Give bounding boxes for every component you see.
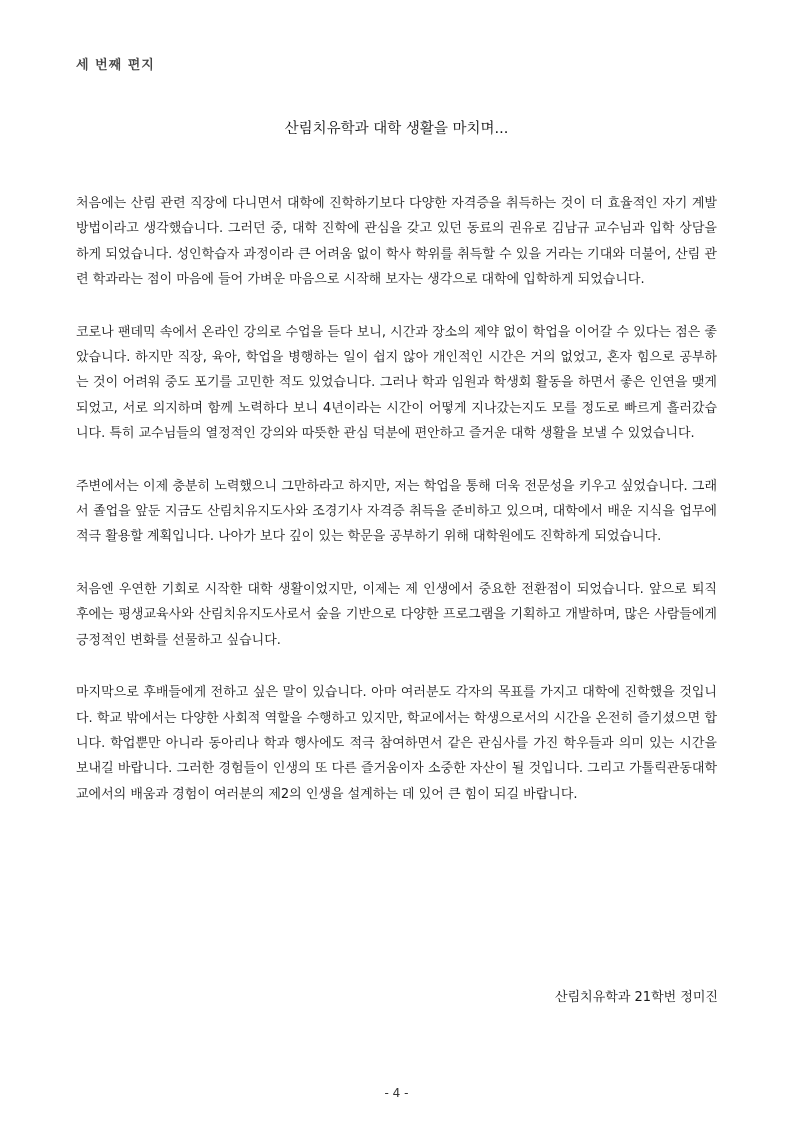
paragraph: 주변에서는 이제 충분히 노력했으니 그만하라고 하지만, 저는 학업을 통해 더욱 전문성을 키우고 싶었습니다. 그래서 졸업을 앞둔 지금도 산림치유지도사와 조경기사 자격증 취득을 준비하고 있으며, 대학에서 배운 지식을 업무에 적극 활용할 계획입니다. 나아가 보다 깊이 있는 학문을 공부하기 위해 대학원에도 진학하게 되었습니다. — [76, 478, 717, 545]
paragraph: 코로나 팬데믹 속에서 온라인 강의로 수업을 듣다 보니, 시간과 장소의 제약 없이 학업을 이어갈 수 있다는 점은 좋았습니다. 하지만 직장, 육아, 학업을 병행하는 일이 쉽지 않아 개인적인 시간은 거의 없었고, 혼자 힘으로 공부하는 것이 어려워 중도 포기를 고민한 적도 있었습니다. 그러나 학과 임원과 학생회 활동을 하면서 좋은 인연을 맺게 되었고, 서로 의지하며 함께 노력하다 보니 4년이라는 시간이 어떻게 지나갔는지도 모를 정도로 빠르게 흘러갔습니다. 특히 교수님들의 열정적인 강의와 따뜻한 관심 덕분에 편안하고 즐거운 대학 생활을 보낼 수 있었습니다. — [76, 324, 717, 442]
section-label: 세 번째 편지 — [76, 58, 155, 73]
letter-body — [76, 191, 717, 834]
letter-title: 산림치유학과 대학 생활을 마치며... — [284, 121, 509, 137]
page-number: - 4 - — [384, 1086, 409, 1100]
paragraph: 마지막으로 후배들에게 전하고 싶은 말이 있습니다. 아마 여러분도 각자의 목표를 가지고 대학에 진학했을 것입니다. 학교 밖에서는 다양한 사회적 역할을 수행하고 있지만, 학교에서는 학생으로서의 시간을 온전히 즐기셨으면 합니다. 학업뿐만 아니라 동아리나 학과 행사에도 적극 참여하면서 같은 관심사를 가진 학우들과 의미 있는 시간을 보내길 바랍니다. 그러한 경험들이 인생의 또 다른 즐거움이자 소중한 자산이 될 것입니다. 그리고 가톨릭관동대학교에서의 배움과 경험이 여러분의 제2의 인생을 설계하는 데 있어 큰 힘이 되길 바랍니다. — [76, 685, 717, 802]
paragraph: 처음엔 우연한 기회로 시작한 대학 생활이었지만, 이제는 제 인생에서 중요한 전환점이 되었습니다. 앞으로 퇴직 후에는 평생교육사와 산림치유지도사로서 숲을 기반으로 다양한 프로그램을 기획하고 개발하며, 많은 사람들에게 긍정적인 변화를 선물하고 싶습니다. — [76, 581, 717, 648]
author-signature: 산림치유학과 21학번 정미진 — [555, 990, 718, 1005]
paragraph: 처음에는 산림 관련 직장에 다니면서 대학에 진학하기보다 다양한 자격증을 취득하는 것이 더 효율적인 자기 계발 방법이라고 생각했습니다. 그러던 중, 대학 진학에 관심을 갖고 있던 동료의 권유로 김남규 교수님과 입학 상담을 하게 되었습니다. 성인학습자 과정이라 큰 어려움 없이 학사 학위를 취득할 수 있을 거라는 기대와 더불어, 산림 관련 학과라는 점이 마음에 들어 가벼운 마음으로 시작해 보자는 생각으로 대학에 입학하게 되었습니다. — [76, 196, 717, 288]
